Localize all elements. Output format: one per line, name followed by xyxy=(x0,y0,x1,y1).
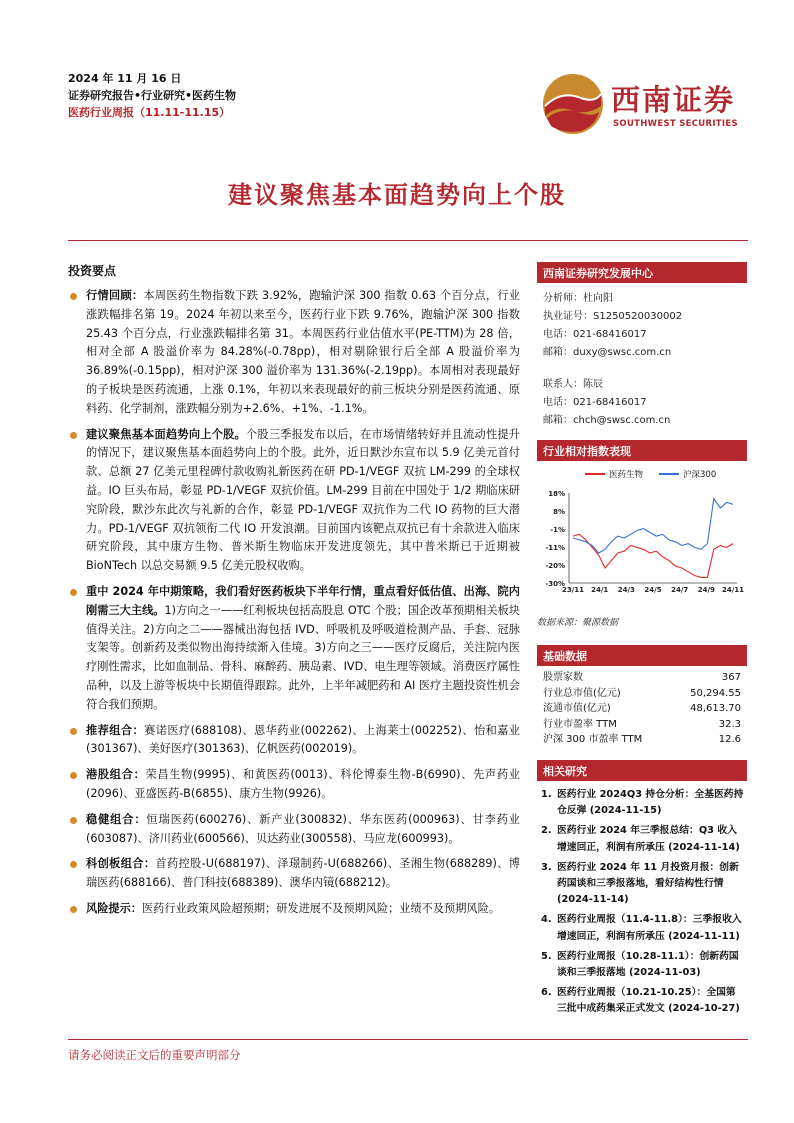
item-title: 医药行业周报（11.4-11.8）：三季报收入增速回正，利润有所承压 (2024-11-11) xyxy=(557,914,742,942)
invest-points xyxy=(68,287,520,926)
item-title: 医药行业 2024Q3 持仓分析：全基医药持仓反弹 (2024-11-15) xyxy=(557,789,744,817)
basic-data-label: 沪深 300 市盈率 TTM xyxy=(543,734,643,745)
report-header xyxy=(68,70,236,121)
basic-data-label: 流通市值(亿元) xyxy=(543,703,611,714)
basic-data-row xyxy=(537,670,747,686)
bullet-lead: 港股组合： xyxy=(86,768,146,782)
bullet-hk-portfolio xyxy=(68,766,520,804)
related-research-panel xyxy=(537,760,747,1022)
contact-email[interactable]: 邮箱：chch@swsc.com.cn xyxy=(543,415,671,426)
related-research-item[interactable] xyxy=(541,949,745,981)
basic-data-label: 行业总市值(亿元) xyxy=(543,687,621,699)
y-tick-label: 18% xyxy=(548,490,565,498)
item-title: 医药行业周报（10.28-11.1）：创新药国谈和三季报落地 (2024-11-03) xyxy=(557,950,739,979)
item-number: 6. xyxy=(541,987,552,999)
legend-label: 沪深300 xyxy=(683,470,717,480)
bullet-text: 首药控股-U(688197)、泽璟制药-U(688266)、圣湘生物(688289)、博瑞医药(688166)、普门科技(688389)、澳华内镜(688212)。 xyxy=(86,857,520,890)
bullet-recommended xyxy=(68,722,520,760)
title-divider xyxy=(68,240,748,241)
invest-heading: 投资要点 xyxy=(68,264,117,278)
footer-disclaimer: 请务必阅读正文后的重要声明部分 xyxy=(68,1039,748,1063)
analyst-phone: 电话：021-68416017 xyxy=(543,329,647,340)
item-number: 3. xyxy=(541,861,552,873)
basic-data-label: 行业市盈率 TTM xyxy=(543,718,617,730)
basic-data-row xyxy=(537,701,747,717)
analyst-email[interactable]: 邮箱：duxy@swsc.com.cn xyxy=(543,347,672,358)
analyst-license: 执业证号：S1250520030002 xyxy=(543,311,683,322)
bullet-text: 荣昌生物(9995)、和黄医药(0013)、科伦博泰生物-B(6990)、先声药业(2096)、亚盛医药-B(6855)、康方生物(9926)。 xyxy=(86,768,520,800)
chart-source: 数据来源：聚源数据 xyxy=(537,618,619,628)
x-tick-label: 24/3 xyxy=(617,586,635,594)
analyst-heading: 西南证券研究发展中心 xyxy=(537,262,747,283)
item-number: 5. xyxy=(541,950,552,962)
index-chart-heading: 行业相对指数表现 xyxy=(537,440,747,461)
contact-phone: 电话：021-68416017 xyxy=(543,397,647,408)
logo-emblem-icon xyxy=(541,72,605,136)
x-tick-label: 24/11 xyxy=(721,586,745,594)
y-tick-label: -11% xyxy=(545,544,565,552)
index-chart-panel xyxy=(537,440,747,608)
page-title: 建议聚焦基本面趋势向上个股 xyxy=(228,180,566,209)
bullet-star-portfolio xyxy=(68,855,520,893)
y-tick-label: -30% xyxy=(545,580,565,588)
bullet-text: 医药行业政策风险超预期；研发进展不及预期风险；业绩不及预期风险。 xyxy=(141,901,500,915)
related-research-item[interactable] xyxy=(541,823,745,855)
x-tick-label: 24/9 xyxy=(697,586,715,594)
related-research-item[interactable] xyxy=(541,985,745,1017)
bullet-text: 恒瑞医药(600276)、新产业(300832)、华东医药(000963)、甘李药业(603087)、济川药业(600566)、贝达药业(300558)、马应龙(600993)。 xyxy=(86,812,520,845)
item-number: 1. xyxy=(541,789,552,800)
x-tick-label: 23/11 xyxy=(561,586,585,594)
bullet-lead: 建议聚焦基本面趋势向上个股。 xyxy=(86,427,246,441)
basic-data-value: 367 xyxy=(721,672,741,683)
logo-english-name: SOUTHWEST SECURITIES xyxy=(613,119,738,129)
bullet-focus-stocks xyxy=(68,426,520,576)
report-category: 证券研究报告•行业研究•医药生物 xyxy=(68,89,237,102)
y-tick-label: -1% xyxy=(550,526,565,534)
related-research-item[interactable] xyxy=(541,860,745,909)
bullet-text: 赛诺医疗(688108)、恩华药业(002262)、上海莱士(002252)、怡和嘉业(301367)、美好医疗(301363)、亿帆医药(002019)。 xyxy=(86,723,520,756)
basic-data-row xyxy=(537,686,747,702)
item-title: 医药行业周报（10.21-10.25）：全国第三批中成药集采正式发文 (2024-10-27) xyxy=(557,987,740,1015)
item-title: 医药行业 2024 年 11 月投资月报：创新药国谈和三季报落地，看好结构性行情 (2024-11-14) xyxy=(557,861,739,906)
analyst-panel xyxy=(537,262,747,430)
bullet-lead: 稳健组合： xyxy=(86,812,147,826)
bullet-text: 本周医药生物指数下跌 3.92%，跑输沪深 300 指数 0.63 个百分点，行业涨跌幅排名第 19。2024 年初以来至今，医药行业下跌 9.76%，跑输沪深 300 指数 25.43 个百分点，行业涨跌幅排名第 31。本周医药行业估值水平(PE-TTM)为 28 倍，相对全部 A 股溢价率为 84.28%(-0.78pp)，相对剔除银行后全部 A 股溢价率为 36.89%(-0.15pp)，相对沪深 300 溢价率为 131.36%(-2.19pp)。本周相对表现最好的子板块是医药流通，上涨 0.1%，年初以来表现最好的前三板块分别是医药流通、原料药、化学制剂，涨跌幅分别为+2.6%、+1%、-1.1%。 xyxy=(86,289,520,415)
basic-data-table xyxy=(537,670,747,748)
bullet-risk xyxy=(68,900,520,919)
y-tick-label: -20% xyxy=(545,562,565,570)
bullet-mid-strategy xyxy=(68,583,520,715)
basic-data-row xyxy=(537,732,747,748)
bullet-lead: 重中 2024 年中期策略，我们看好医药板块下半年行情，重点看好低估值、出海、院内刚需三大主线。 xyxy=(86,584,520,617)
basic-data-heading: 基础数据 xyxy=(537,645,747,666)
related-research-heading: 相关研究 xyxy=(537,760,747,781)
bullet-stable-portfolio xyxy=(68,811,520,849)
related-research-item[interactable] xyxy=(541,787,745,819)
related-research-list xyxy=(537,781,747,1018)
contact-name: 联系人：陈辰 xyxy=(543,379,603,390)
bullet-text: 个股三季报发布以后，在市场情绪转好并且流动性提升的情况下，建议聚焦基本面趋势向上的个股。此外，近日默沙东宣布以 5.9 亿美元首付款、总额 27 亿美元里程碑付款收购礼新医药在研 PD-1/VEGF 双抗 LM-299 的全球权益。IO 巨头布局，彰显 PD-1/VEGF 双抗价值。LM-299 目前在中国处于 1/2 期临床研究阶段，默沙东此次与礼新的合作，彰显 PD-1/VEGF 双抗作为二代 IO 药物的巨大潜力。PD-1/VEGF 双抗领衔二代 IO 开发浪潮。目前国内该靶点双抗已有十余款进入临床研究阶段，其中康方生物、普米斯生物临床开发进度领先，其中普米斯已于近期被 BioNTech 以总交易额 9.5 亿美元股权收购。 xyxy=(86,427,520,573)
basic-data-value: 12.6 xyxy=(718,734,741,745)
basic-data-panel xyxy=(537,645,747,748)
logo-chinese-name: 西南证券 xyxy=(611,83,736,117)
basic-data-row xyxy=(537,717,747,733)
basic-data-value: 32.3 xyxy=(718,718,741,730)
bullet-lead: 推荐组合： xyxy=(86,723,145,737)
x-tick-label: 24/1 xyxy=(591,586,609,594)
legend-label: 医药生物 xyxy=(609,470,644,480)
bullet-market-review xyxy=(68,287,520,419)
item-title: 医药行业 2024 年三季报总结：Q3 收入增速回正，利润有所承压 (2024-11-14) xyxy=(557,825,740,853)
report-date: 2024 年 11 月 16 日 xyxy=(68,72,182,85)
index-line-chart xyxy=(537,465,747,605)
analyst-name: 分析师：杜向阳 xyxy=(543,293,613,304)
item-number: 2. xyxy=(541,825,552,837)
x-tick-label: 24/7 xyxy=(671,586,689,594)
series-line xyxy=(573,534,733,577)
basic-data-value: 50,294.55 xyxy=(690,687,741,699)
basic-data-value: 48,613.70 xyxy=(690,703,741,714)
bullet-lead: 风险提示： xyxy=(86,901,142,915)
related-research-item[interactable] xyxy=(541,912,745,944)
bullet-lead: 行情回顾： xyxy=(86,289,144,302)
report-series: 医药行业周报（11.11-11.15） xyxy=(68,106,231,119)
y-tick-label: 8% xyxy=(553,508,565,516)
bullet-lead: 科创板组合： xyxy=(86,857,156,871)
series-line xyxy=(573,499,733,553)
x-tick-label: 24/5 xyxy=(644,586,662,594)
company-logo xyxy=(541,72,741,132)
item-number: 4. xyxy=(541,914,552,926)
basic-data-label: 股票家数 xyxy=(543,672,583,683)
bullet-text: 1)方向之一——红利板块包括高股息 OTC 个股；国企改革预期相关板块值得关注。2)方向之二——器械出海包括 IVD、呼吸机及呼吸道检测产品、手套、冠脉支架等。创新药及类似物出海持续渐入佳境。3)方向之三——医疗反腐后，关注院内医疗刚性需求，比如血制品、骨科、麻醉药、胰岛素、IVD、电生理等领域。消费医疗属性品种，以及上游等板块中长期值得跟踪。此外，上半年减肥药和 AI 医疗主题投资性机会符合我们预期。 xyxy=(86,603,520,711)
